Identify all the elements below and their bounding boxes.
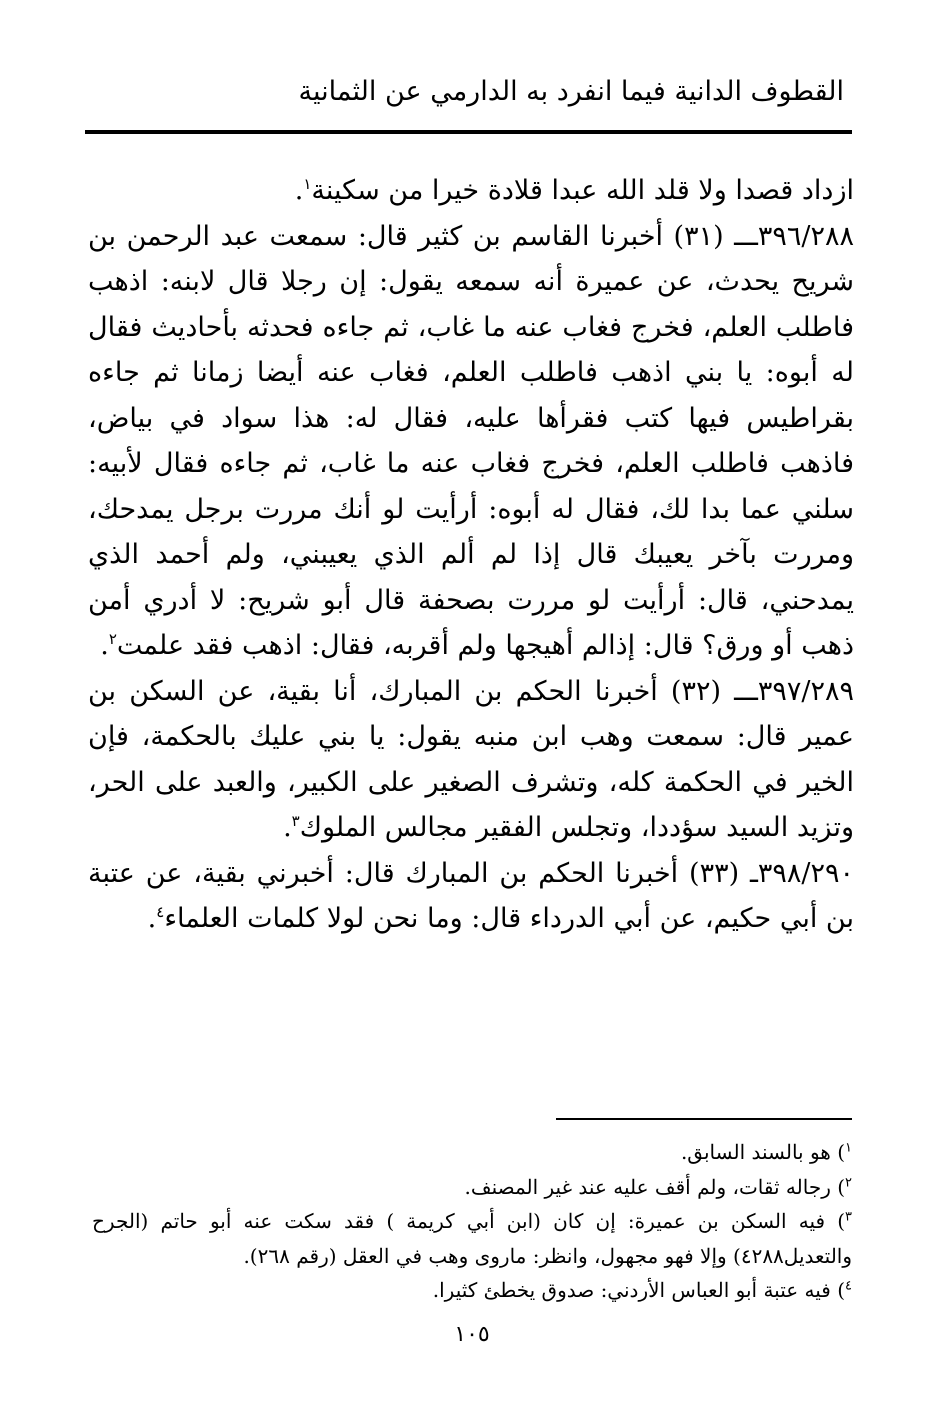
paragraph-end: .	[100, 630, 109, 661]
footnote-number: ٤	[845, 1278, 852, 1294]
paragraph-text: ٣٩٦/٢٨٨ـــ (٣١) أخبرنا القاسم بن كثير قال: سمعت عبد الرحمن بن شريح يحدث، عن عميرة أنه سمعه يقول: إن رجلا قال لابنه: اذهب فاطلب العلم، فخرج فغاب عنه ما غاب، ثم جاءه فحدثه بأحاديث فقال له أبوه: يا بني اذهب فاطلب العلم، فغاب عنه أيضا زمانا ثم جاءه بقراطيس فيها كتب فقرأها عليه، فقال له: هذا سواد في بياض، فاذهب فاطلب العلم، فخرج فغاب عنه ما غاب، ثم جاءه فقال لأبيه: سلني عما بدا لك، فقال له أبوه: أرأيت لو أنك مررت برجل يمدحك، ومررت بآخر يعيبك قال إذا لم ألم الذي يعيبني، ولم أحمد الذي يمدحني، قال: أرأيت لو مررت بصحفة قال أبو شريح: لا أدري أمن ذهب أو ورق؟ قال: إذالم أهيجها ولم أقربه، فقال: اذهب فقد علمت	[88, 220, 855, 661]
footnote-ref: ٤	[156, 903, 165, 921]
main-text	[88, 168, 854, 942]
footnote-ref: ٢	[108, 630, 117, 648]
header-divider	[85, 130, 852, 134]
footnote-4	[92, 1273, 852, 1308]
footnote-number: ١	[845, 1140, 852, 1156]
paragraph-text: ازداد قصدا ولا قلد الله عبدا قلادة خيرا من سكينة	[311, 175, 854, 206]
paragraph-text: ٣٩٨/٢٩٠ـ (٣٣) أخبرنا الحكم بن المبارك قال: أخبرني بقية، عن عتبة بن أبي حكيم، عن أبي الدرداء قال: وما نحن لولا كلمات العلماء	[88, 857, 854, 934]
paragraph-4	[88, 851, 854, 942]
footnote-divider	[556, 1118, 852, 1120]
footnote-text: ) رجاله ثقات، ولم أقف عليه عند غير المصنف.	[464, 1174, 846, 1199]
footnote-text: ) فيه عتبة أبو العباس الأردني: صدوق يخطئ كثيرا.	[432, 1278, 846, 1302]
footnote-text: ) هو بالسند السابق.	[680, 1140, 846, 1164]
paragraph-2	[88, 214, 854, 669]
footnote-number: ٣	[845, 1209, 852, 1225]
paragraph-end: .	[294, 175, 304, 206]
footnote-ref: ١	[303, 175, 312, 193]
running-header-title: القطوف الدانية فيما انفرد به الدارمي عن الثمانية	[298, 76, 844, 107]
footnote-text: ) فيه السكن بن عميرة: إن كان (ابن أبي كريمة ) فقد سكت عنه أبو حاتم (الجرح والتعديل٤٢٨٨) وإلا فهو مجهول، وانظر: ماروى وهب في العقل (رقم ٢٦٨).	[92, 1209, 852, 1268]
paragraph-text: ٣٩٧/٢٨٩ـــ (٣٢) أخبرنا الحكم بن المبارك، أنا بقية، عن السكن بن عمير قال: سمعت وهب ابن منبه يقول: يا بني عليك بالحكمة، فإن الخير في الحكمة كله، وتشرف الصغير على الكبير، والعبد على الحر، وتزيد السيد سؤددا، وتجلس الفقير مجالس الملوك	[88, 675, 854, 843]
paragraph-end: .	[283, 812, 292, 843]
paragraph-1	[88, 168, 854, 214]
footnotes	[92, 1135, 852, 1308]
footnote-3	[92, 1204, 852, 1273]
paragraph-3	[88, 669, 854, 851]
footnote-ref: ٣	[291, 812, 300, 830]
paragraph-end: .	[147, 903, 157, 934]
page-number: ١٠٥	[454, 1322, 490, 1347]
footnote-2	[92, 1170, 852, 1205]
footnote-1	[92, 1135, 852, 1170]
footnote-number: ٢	[845, 1174, 852, 1190]
